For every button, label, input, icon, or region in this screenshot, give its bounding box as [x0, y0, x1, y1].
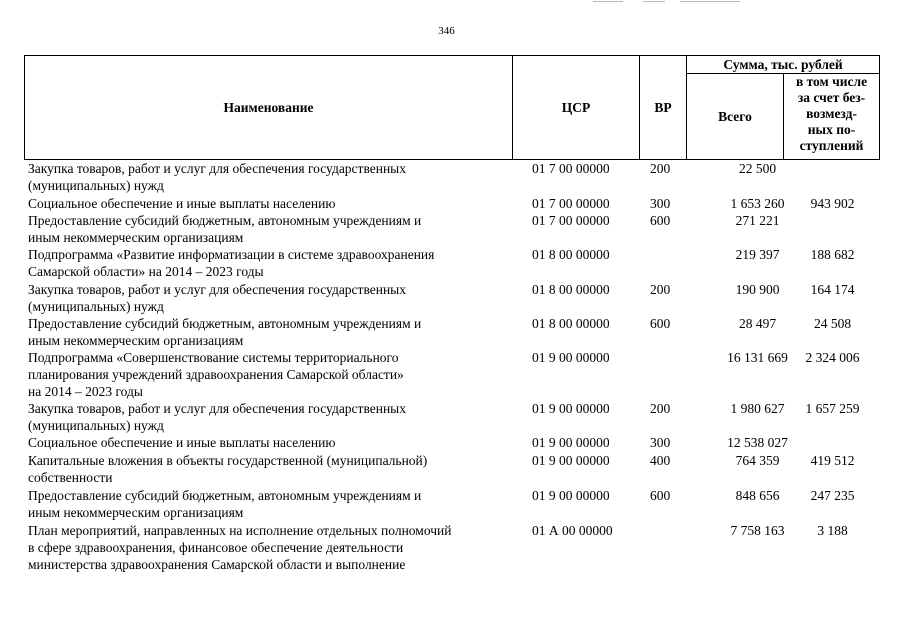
row-vr: 200 — [650, 161, 671, 176]
row-name-line: Самарской области» на 2014 – 2023 годы — [28, 264, 264, 279]
row-total: 22 500 — [738, 161, 777, 176]
row-name-line: на 2014 – 2023 годы — [28, 384, 143, 399]
row-csr: 01 7 00 00000 — [532, 213, 610, 228]
row-vr: 200 — [650, 401, 671, 416]
row-free-receipts: 419 512 — [810, 453, 855, 468]
row-name-line: планирования учреждений здравоохранения Самарской области» — [28, 367, 404, 382]
header-vr: ВР — [640, 56, 687, 160]
row-total: 848 656 — [735, 488, 780, 503]
row-name-line: Закупка товаров, работ и услуг для обеспечения государственных — [28, 161, 407, 176]
header-free-line: ступлений — [799, 138, 864, 153]
row-free-receipts: 1 657 259 — [805, 401, 860, 416]
row-free-receipts: 2 324 006 — [805, 350, 860, 365]
row-csr: 01 7 00 00000 — [532, 161, 610, 176]
row-csr: 01 9 00 00000 — [532, 401, 610, 416]
row-name-line: министерства здравоохранения Самарской области и выполнение — [28, 557, 406, 572]
row-total: 28 497 — [738, 316, 777, 331]
row-total: 1 653 260 — [730, 196, 785, 211]
row-vr: 600 — [650, 213, 671, 228]
row-name — [28, 522, 514, 573]
row-csr: 01 8 00 00000 — [532, 282, 610, 297]
row-name — [28, 452, 514, 486]
row-total: 190 900 — [735, 282, 780, 297]
row-vr: 200 — [650, 282, 671, 297]
header-free-line: ных по- — [807, 122, 856, 137]
row-name — [28, 349, 514, 400]
row-name — [28, 246, 514, 280]
row-free-receipts: 188 682 — [810, 247, 855, 262]
row-csr: 01 7 00 00000 — [532, 196, 610, 211]
row-name — [28, 487, 514, 521]
row-name — [28, 281, 514, 315]
row-csr: 01 9 00 00000 — [532, 435, 610, 450]
row-name-line: Предоставление субсидий бюджетным, автономным учреждениям и — [28, 213, 422, 228]
row-total: 271 221 — [735, 213, 780, 228]
row-total: 12 538 027 — [727, 435, 788, 450]
row-name-line: Подпрограмма «Развитие информатизации в системе здравоохранения — [28, 247, 435, 262]
row-name-line: в сфере здравоохранения, финансовое обеспечение деятельности — [28, 540, 404, 555]
header-csr: ЦСР — [513, 56, 640, 160]
row-name-line: (муниципальных) нужд — [28, 178, 164, 193]
row-name-line: Предоставление субсидий бюджетным, автономным учреждениям и — [28, 316, 422, 331]
table-header — [24, 55, 880, 160]
row-name-line: Социальное обеспечение и иные выплаты населению — [28, 196, 336, 211]
row-free-receipts: 3 188 — [817, 523, 848, 538]
row-total: 16 131 669 — [727, 350, 788, 365]
row-vr: 600 — [650, 488, 671, 503]
row-name — [28, 195, 514, 212]
row-name-line: иным некоммерческим организациям — [28, 230, 244, 245]
row-name — [28, 160, 514, 194]
row-vr: 300 — [650, 196, 671, 211]
row-name-line: иным некоммерческим организациям — [28, 333, 244, 348]
row-free-receipts: 943 902 — [810, 196, 855, 211]
scan-edge-mark — [643, 1, 665, 2]
row-vr: 300 — [650, 435, 671, 450]
row-name — [28, 400, 514, 434]
row-name-line: собственности — [28, 470, 113, 485]
row-free-receipts: 247 235 — [810, 488, 855, 503]
row-name-line: План мероприятий, направленных на исполнение отдельных полномочий — [28, 523, 452, 538]
row-name-line: Капитальные вложения в объекты государственной (муниципальной) — [28, 453, 428, 468]
scan-edge-mark — [680, 1, 740, 2]
row-name-line: Социальное обеспечение и иные выплаты населению — [28, 435, 336, 450]
row-free-receipts: 164 174 — [810, 282, 855, 297]
row-name-line: Подпрограмма «Совершенствование системы территориального — [28, 350, 399, 365]
row-vr: 400 — [650, 453, 671, 468]
row-name-line: Предоставление субсидий бюджетным, автономным учреждениям и — [28, 488, 422, 503]
row-name-line: (муниципальных) нужд — [28, 418, 164, 433]
header-name: Наименование — [25, 56, 513, 160]
row-csr: 01 9 00 00000 — [532, 453, 610, 468]
header-free-line: в том числе — [795, 74, 868, 89]
row-name-line: Закупка товаров, работ и услуг для обеспечения государственных — [28, 282, 407, 297]
row-name-line: иным некоммерческим организациям — [28, 505, 244, 520]
row-name — [28, 212, 514, 246]
header-free-line: за счет без- — [797, 90, 866, 105]
row-name-line: Закупка товаров, работ и услуг для обеспечения государственных — [28, 401, 407, 416]
header-free-receipts — [784, 74, 880, 160]
row-total: 219 397 — [735, 247, 780, 262]
row-name-line: (муниципальных) нужд — [28, 299, 164, 314]
row-name — [28, 315, 514, 349]
row-csr: 01 9 00 00000 — [532, 488, 610, 503]
header-sum: Сумма, тыс. рублей — [687, 56, 880, 74]
row-csr: 01 8 00 00000 — [532, 316, 610, 331]
row-total: 1 980 627 — [730, 401, 785, 416]
scan-edge-mark — [593, 1, 623, 2]
row-total: 7 758 163 — [730, 523, 785, 538]
row-total: 764 359 — [735, 453, 780, 468]
row-name — [28, 434, 514, 451]
row-free-receipts: 24 508 — [813, 316, 852, 331]
header-total: Всего — [687, 74, 784, 160]
row-csr: 01 9 00 00000 — [532, 350, 610, 365]
row-csr: 01 8 00 00000 — [532, 247, 610, 262]
header-free-line: возмезд- — [806, 106, 857, 121]
page-number: 346 — [438, 25, 455, 37]
row-csr: 01 А 00 00000 — [532, 523, 613, 538]
row-vr: 600 — [650, 316, 671, 331]
